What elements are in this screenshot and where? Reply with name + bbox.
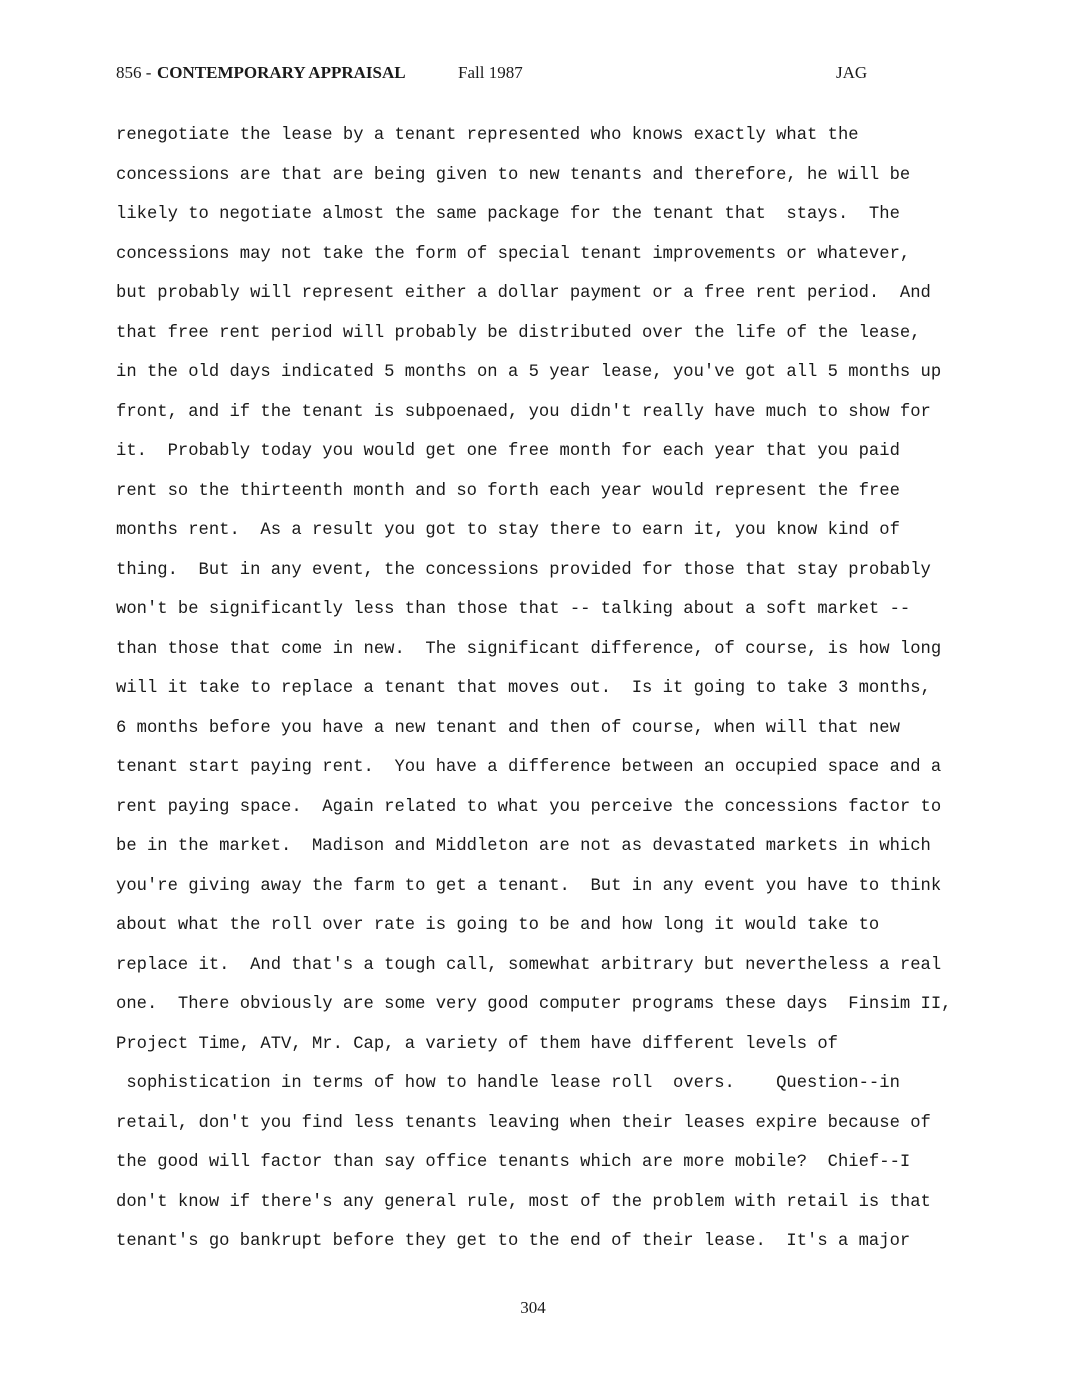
text-line: 6 months before you have a new tenant and then of course, when will that new xyxy=(116,718,900,738)
text-line: renegotiate the lease by a tenant represented who knows exactly what the xyxy=(116,126,859,145)
text-line: about what the roll over rate is going to be and how long it would take to xyxy=(116,916,880,935)
text-line: than those that come in new. The significant difference, of course, is how long xyxy=(116,639,942,659)
text-line: but probably will represent either a dollar payment or a free rent period. And xyxy=(116,284,931,303)
text-line: replace it. And that's a tough call, somewhat arbitrary but nevertheless a real xyxy=(116,955,942,975)
text-line: concessions are that are being given to new tenants and therefore, he will be xyxy=(116,165,911,185)
text-line: sophistication in terms of how to handle lease roll overs. Question--in xyxy=(116,1074,900,1093)
text-line: rent paying space. Again related to what you perceive the concessions factor to xyxy=(116,797,942,817)
term-label: Fall 1987 xyxy=(458,63,523,82)
text-line: won't be significantly less than those that -- talking about a soft market -- xyxy=(116,600,911,619)
text-line: be in the market. Madison and Middleton are not as devastated markets in which xyxy=(116,837,931,856)
text-line: will it take to replace a tenant that moves out. Is it going to take 3 months, xyxy=(116,679,931,698)
page-header xyxy=(0,62,1066,86)
text-line: that free rent period will probably be distributed over the life of the lease, xyxy=(116,323,921,343)
course-code: 856 - xyxy=(116,63,152,82)
text-line: tenant's go bankrupt before they get to the end of their lease. It's a major xyxy=(116,1232,911,1251)
text-line: Project Time, ATV, Mr. Cap, a variety of them have different levels of xyxy=(116,1034,838,1054)
text-line: the good will factor than say office tenants which are more mobile? Chief--I xyxy=(116,1153,911,1172)
text-line: months rent. As a result you got to stay there to earn it, you know kind of xyxy=(116,521,900,540)
text-line: it. Probably today you would get one free month for each year that you paid xyxy=(116,442,900,461)
text-line: one. There obviously are some very good computer programs these days Finsim II, xyxy=(116,995,952,1014)
text-line: thing. But in any event, the concessions provided for those that stay probably xyxy=(116,560,931,580)
text-line: rent so the thirteenth month and so forth each year would represent the free xyxy=(116,481,900,501)
course-title: CONTEMPORARY APPRAISAL xyxy=(157,63,406,82)
text-line: retail, don't you find less tenants leaving when their leases expire because of xyxy=(116,1113,931,1133)
author-initials: JAG xyxy=(836,63,868,82)
text-line: likely to negotiate almost the same package for the tenant that stays. The xyxy=(116,205,900,224)
transcript-body xyxy=(116,116,966,1262)
text-line: concessions may not take the form of special tenant improvements or whatever, xyxy=(116,244,911,264)
text-line: don't know if there's any general rule, most of the problem with retail is that xyxy=(116,1192,931,1212)
text-line: front, and if the tenant is subpoenaed, you didn't really have much to show for xyxy=(116,402,931,422)
text-line: you're giving away the farm to get a tenant. But in any event you have to think xyxy=(116,876,942,896)
text-line: tenant start paying rent. You have a difference between an occupied space and a xyxy=(116,758,942,777)
page-number: 304 xyxy=(520,1298,546,1317)
text-line: in the old days indicated 5 months on a 5 year lease, you've got all 5 months up xyxy=(116,363,942,382)
